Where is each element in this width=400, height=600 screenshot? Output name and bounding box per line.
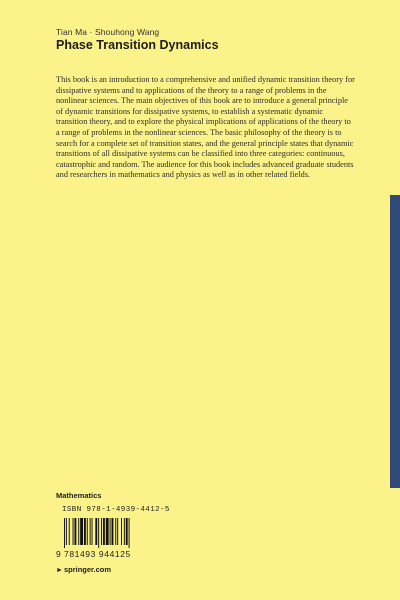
barcode-bar [74, 518, 76, 545]
barcode-bar [115, 518, 116, 545]
publisher-link[interactable] [56, 565, 111, 574]
publisher-label: springer.com [63, 565, 112, 574]
spine-edge-bar [390, 195, 400, 488]
barcode-bar [103, 518, 105, 545]
isbn-text: ISBN 978-1-4939-4412-5 [62, 506, 170, 514]
book-title: Phase Transition Dynamics [56, 38, 219, 52]
barcode-bar [90, 518, 91, 545]
barcode-bar [121, 518, 122, 545]
barcode-digits: 781493 944125 [64, 549, 131, 559]
subject-label: Mathematics [56, 491, 102, 500]
barcode-bar [84, 518, 86, 545]
barcode-bar [110, 518, 111, 545]
chevron-right-icon: ► [56, 567, 63, 574]
barcode-bar [64, 518, 65, 548]
barcode-bar [95, 518, 97, 545]
barcode-bar [106, 518, 109, 545]
barcode-bar [129, 518, 130, 548]
barcode-bar [66, 518, 67, 545]
barcode-bar [73, 518, 74, 545]
barcode-bar [78, 518, 79, 545]
book-description: This book is an introduction to a comprehensive and unified dynamic transition theory for dissipative systems and to applications of the theory to a range of problems in the nonlinear sciences. The main objectives of this book are to introduce a general principle of dynamic transitions for dissipative systems, to establish a systematic dynamic transition theory, and to explore the physical implications of applications of the theory to a range of problems in the nonlinear sciences. The basic philosophy of the theory is to search for a complete set of transition states, and the general principle states that dynamic transitions of all dissipative systems can be classified into three categories: continuous, catastrophic and random. The audience for this book includes advanced graduate students and researchers in mathematics and physics as well as in other related fields. [56, 75, 355, 180]
barcode-bar [92, 518, 93, 545]
barcode-bar [117, 518, 118, 545]
barcode-bar [80, 518, 83, 545]
barcode-graphic [64, 518, 154, 548]
barcode-bar [69, 518, 70, 545]
barcode-bar [101, 518, 102, 545]
barcode-bar [87, 518, 88, 545]
barcode-bar [98, 518, 99, 548]
authors-line: Tian Ma · Shouhong Wang [56, 27, 160, 37]
barcode-bar [112, 518, 114, 545]
barcode-lead-digit: 9 [56, 549, 61, 559]
barcode-bar [124, 518, 125, 545]
barcode-bar [126, 518, 128, 545]
